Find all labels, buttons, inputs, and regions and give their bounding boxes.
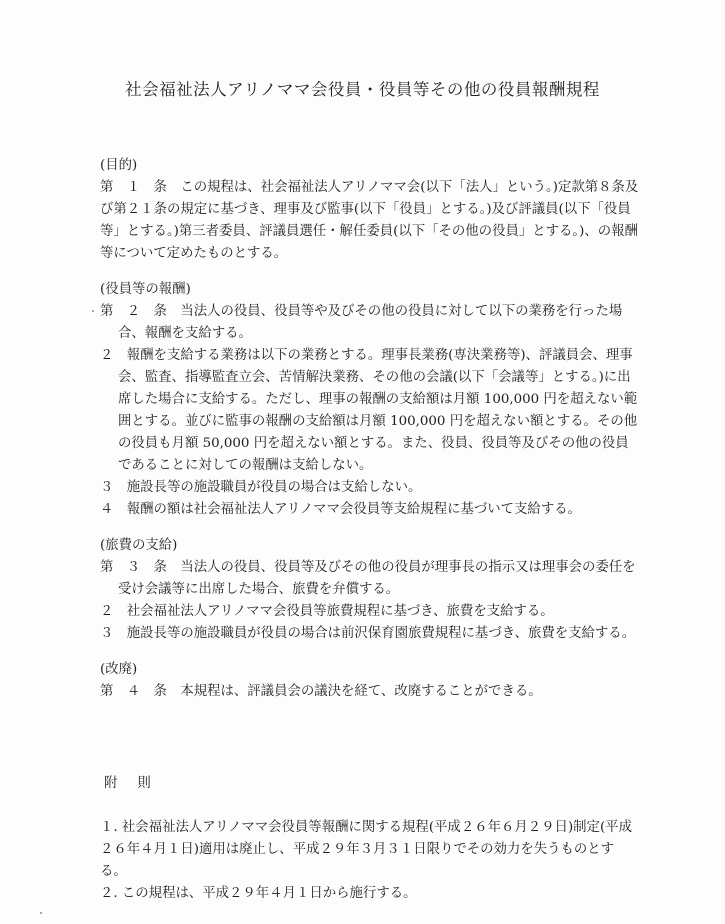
document-title: 社会福祉法人アリノママ会役員・役員等その他の役員報酬規程 (125, 80, 600, 99)
article-purpose (100, 155, 640, 265)
article-paragraph: ３ 施設長等の施設職員が役員の場合は支給しない。 (100, 480, 422, 495)
article-travel-expenses (100, 535, 640, 645)
article-paragraph: 第 ２ 条 当法人の役員、役員等や及びその他の役員に対して以下の業務を行った場合、報酬を支給する。 (100, 304, 623, 341)
scan-speck (40, 912, 42, 914)
article-paragraph: 第 ４ 条 本規程は、評議員会の議決を経て、改廃することができる。 (100, 684, 542, 699)
article-paragraph: ３ 施設長等の施設職員が役員の場合は前沢保育園旅費規程に基づき、旅費を支給する。 (100, 626, 636, 641)
supplementary-provisions (100, 773, 640, 905)
article-paragraph: ２ 報酬を支給する業務は以下の業務とする。理事長業務(専決業務等)、評議員会、理事会、監査、指導監査立会、苦情解決業務、その他の会議(以下「会議等」とする。)に出席した場合に支給する。ただし、理事の報酬の支給額は月額 100,000 円を超えない範囲とする。並びに監事の報酬の支給額は月額 100,000 円を超えない額とする。その他の役員も月額 50,000 円を超えない額とする。また、役員、役員等及びその他の役員であることに対しての報酬は支給しない。 (100, 348, 638, 473)
supplementary-paragraph: ２. この規程は、平成２９年４月１日から施行する。 (100, 886, 417, 901)
article-remuneration (100, 279, 640, 521)
article-heading: (改廃) (100, 662, 138, 677)
scan-speck (92, 310, 94, 312)
article-heading: (旅費の支給) (100, 538, 178, 553)
article-paragraph: 第 ３ 条 当法人の役員、役員等及びその他の役員が理事長の指示又は理事会の委任を受け会議等に出席した場合、旅費を弁償する。 (100, 560, 636, 597)
document-body (100, 155, 640, 905)
article-paragraph: ２ 社会福祉法人アリノママ会役員等旅費規程に基づき、旅費を支給する。 (100, 604, 554, 619)
article-paragraph: ４ 報酬の額は社会福祉法人アリノママ会役員等支給規程に基づいて支給する。 (100, 502, 581, 517)
supplementary-heading: 附則 (104, 776, 171, 791)
article-amendment (100, 659, 640, 703)
article-paragraph: 第 １ 条 この規程は、社会福祉法人アリノママ会(以下「法人」という。)定款第８条及び第２１条の規定に基づき、理事及び監事(以下「役員」とする。)及び評議員(以下「役員等」とする。)第三者委員、評議員選任・解任委員(以下「その他の役員」とする。)、の報酬等について定めたものとする。 (100, 180, 639, 261)
article-heading: (目的) (100, 158, 138, 173)
supplementary-paragraph: １. 社会福祉法人アリノママ会役員等報酬に関する規程(平成２６年６月２９日)制定(平成２６年４月１日)適用は廃止し、平成２９年３月３１日限りでその効力を失うものとする。 (100, 820, 632, 879)
article-heading: (役員等の報酬) (100, 282, 191, 297)
